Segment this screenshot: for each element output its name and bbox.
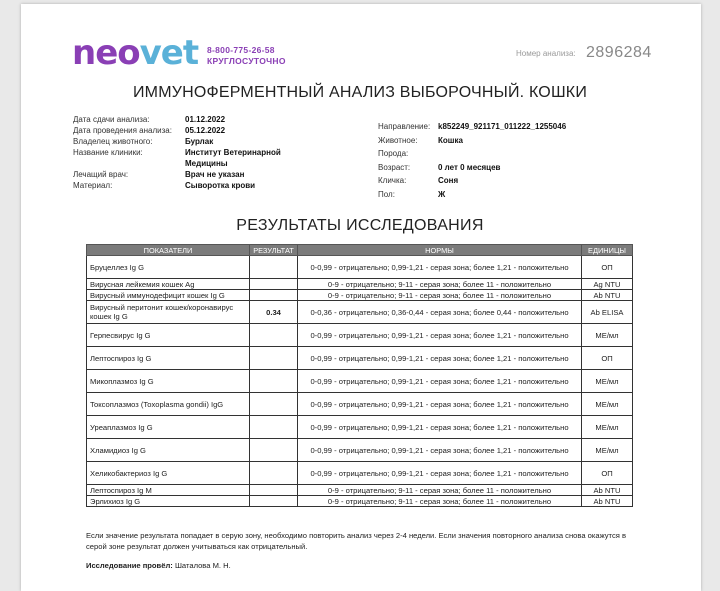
table-row	[87, 462, 633, 485]
meta-label: Дата сдачи анализа:	[73, 115, 150, 124]
unit: Ab NTU	[582, 290, 633, 301]
table-row	[87, 416, 633, 439]
unit: Ab NTU	[582, 485, 633, 496]
unit: МЕ/мл	[582, 416, 633, 439]
meta-value: Врач не указан	[185, 170, 245, 179]
footnote: Если значение результата попадает в серую зону, необходимо повторить анализ через 2-4 недели. Если значения повторного анализа снова окажутся в серой зоне результат должен учитываться как отрицательный.	[86, 531, 627, 551]
norm-range: 0-0,99 - отрицательно; 0,99-1,21 - серая зона; более 1,21 - положительно	[298, 370, 582, 393]
unit: ОП	[582, 347, 633, 370]
signer-label: Исследование провёл:	[86, 561, 173, 570]
meta-label: Животное:	[378, 135, 418, 145]
unit: МЕ/мл	[582, 324, 633, 347]
signer-line	[86, 561, 231, 570]
header-units: ЕДИНИЦЫ	[582, 245, 633, 256]
meta-value: Бурлак	[185, 137, 214, 146]
table-row	[87, 279, 633, 290]
indicator-name: Микоплазмоз Ig G	[87, 370, 250, 393]
phone-number: 8-800-775-26-58	[207, 45, 275, 55]
unit: МЕ/мл	[582, 439, 633, 462]
norm-range: 0-0,99 - отрицательно; 0,99-1,21 - серая зона; более 1,21 - положительно	[298, 393, 582, 416]
table-row	[87, 324, 633, 347]
indicator-name: Герпесвирус Ig G	[87, 324, 250, 347]
unit: МЕ/мл	[582, 370, 633, 393]
indicator-name: Токсоплазмоз (Toxoplasma gondii) IgG	[87, 393, 250, 416]
meta-left	[73, 114, 300, 191]
contacts-block	[207, 45, 286, 67]
unit: ОП	[582, 462, 633, 485]
header-norms: НОРМЫ	[298, 245, 582, 256]
result-value	[250, 393, 298, 416]
meta-label: Кличка:	[378, 176, 407, 186]
table-row	[87, 347, 633, 370]
norm-range: 0-0,99 - отрицательно; 0,99-1,21 - серая зона; более 1,21 - положительно	[298, 416, 582, 439]
header-indicators: ПОКАЗАТЕЛИ	[87, 245, 250, 256]
result-value	[250, 347, 298, 370]
analysis-number-label: Номер анализа:	[516, 49, 576, 58]
result-value	[250, 256, 298, 279]
norm-range: 0-9 - отрицательно; 9-11 - серая зона; более 11 - положительно	[298, 485, 582, 496]
meta-value: 05.12.2022	[185, 126, 226, 135]
meta-label: Лечащий врач:	[73, 170, 129, 179]
meta-value: 0 лет 0 месяцев	[438, 162, 501, 172]
meta-value: Соня	[438, 176, 459, 186]
result-value	[250, 279, 298, 290]
norm-range: 0-0,36 - отрицательно; 0,36-0,44 - серая зона; более 0,44 - положительно	[298, 301, 582, 324]
table-header	[87, 245, 633, 256]
table-row	[87, 439, 633, 462]
indicator-name: Хламидиоз Ig G	[87, 439, 250, 462]
indicator-name: Хеликобактериоз Ig G	[87, 462, 250, 485]
result-value: 0.34	[250, 301, 298, 324]
result-value	[250, 462, 298, 485]
norm-range: 0-0,99 - отрицательно; 0,99-1,21 - серая зона; более 1,21 - положительно	[298, 324, 582, 347]
meta-value: 01.12.2022	[185, 115, 226, 124]
table-row	[87, 370, 633, 393]
result-value	[250, 290, 298, 301]
unit: Ag NTU	[582, 279, 633, 290]
table-row	[87, 485, 633, 496]
unit: Ab ELISA	[582, 301, 633, 324]
results-table	[86, 244, 633, 507]
meta-value: Сыворотка крови	[185, 181, 256, 190]
header-result: РЕЗУЛЬТАТ	[250, 245, 298, 256]
analysis-number: 2896284	[586, 44, 652, 61]
meta-label: Владелец животного:	[73, 137, 153, 146]
result-value	[250, 496, 298, 507]
meta-label: Порода:	[378, 149, 409, 159]
signer-name: Шаталова М. Н.	[174, 561, 231, 570]
meta-value: Кошка	[438, 135, 463, 145]
indicator-name: Вирусная лейкемия кошек Ag	[87, 279, 250, 290]
norm-range: 0-9 - отрицательно; 9-11 - серая зона; более 11 - положительно	[298, 290, 582, 301]
unit: Ab NTU	[582, 496, 633, 507]
indicator-name: Лептоспироз Ig G	[87, 347, 250, 370]
results-title: РЕЗУЛЬТАТЫ ИССЛЕДОВАНИЯ	[236, 217, 484, 234]
neovet-logo: neovet	[72, 33, 199, 73]
meta-label: Материал:	[73, 181, 113, 190]
norm-range: 0-0,99 - отрицательно; 0,99-1,21 - серая зона; более 1,21 - положительно	[298, 462, 582, 485]
indicator-name: Уреаплазмоз Ig G	[87, 416, 250, 439]
indicator-name: Вирусный перитонит кошек/коронавирус кошек Ig G	[87, 301, 250, 324]
meta-value: Ж	[438, 189, 446, 199]
indicator-name: Эрлихиоз Ig G	[87, 496, 250, 507]
meta-label: Название клиники:	[73, 148, 143, 157]
meta-value: Институт Ветеринарной Медицины	[185, 148, 281, 168]
indicator-name: Лептоспироз Ig M	[87, 485, 250, 496]
table-row	[87, 393, 633, 416]
meta-label: Направление:	[378, 122, 431, 131]
meta-value: k852249_921171_011222_1255046	[438, 122, 567, 131]
indicator-name: Бруцеллез Ig G	[87, 256, 250, 279]
hours-label: КРУГЛОСУТОЧНО	[207, 56, 286, 66]
result-value	[250, 485, 298, 496]
report-title: ИММУНОФЕРМЕНТНЫЙ АНАЛИЗ ВЫБОРОЧНЫЙ. КОШКИ	[132, 84, 588, 101]
norm-range: 0-9 - отрицательно; 9-11 - серая зона; более 11 - положительно	[298, 279, 582, 290]
norm-range: 0-0,99 - отрицательно; 0,99-1,21 - серая зона; более 1,21 - положительно	[298, 256, 582, 279]
norm-range: 0-0,99 - отрицательно; 0,99-1,21 - серая зона; более 1,21 - положительно	[298, 347, 582, 370]
result-value	[250, 439, 298, 462]
meta-label: Пол:	[378, 189, 395, 199]
unit: ОП	[582, 256, 633, 279]
meta-label: Дата проведения анализа:	[73, 126, 172, 135]
indicator-name: Вирусный иммунодефицит кошек Ig G	[87, 290, 250, 301]
norm-range: 0-9 - отрицательно; 9-11 - серая зона; более 11 - положительно	[298, 496, 582, 507]
table-row	[87, 496, 633, 507]
table-row	[87, 256, 633, 279]
norm-range: 0-0,99 - отрицательно; 0,99-1,21 - серая зона; более 1,21 - положительно	[298, 439, 582, 462]
table-row	[87, 301, 633, 324]
meta-right	[378, 120, 566, 202]
unit: МЕ/мл	[582, 393, 633, 416]
result-value	[250, 370, 298, 393]
meta-label: Возраст:	[378, 162, 411, 172]
result-value	[250, 324, 298, 347]
result-value	[250, 416, 298, 439]
table-row	[87, 290, 633, 301]
